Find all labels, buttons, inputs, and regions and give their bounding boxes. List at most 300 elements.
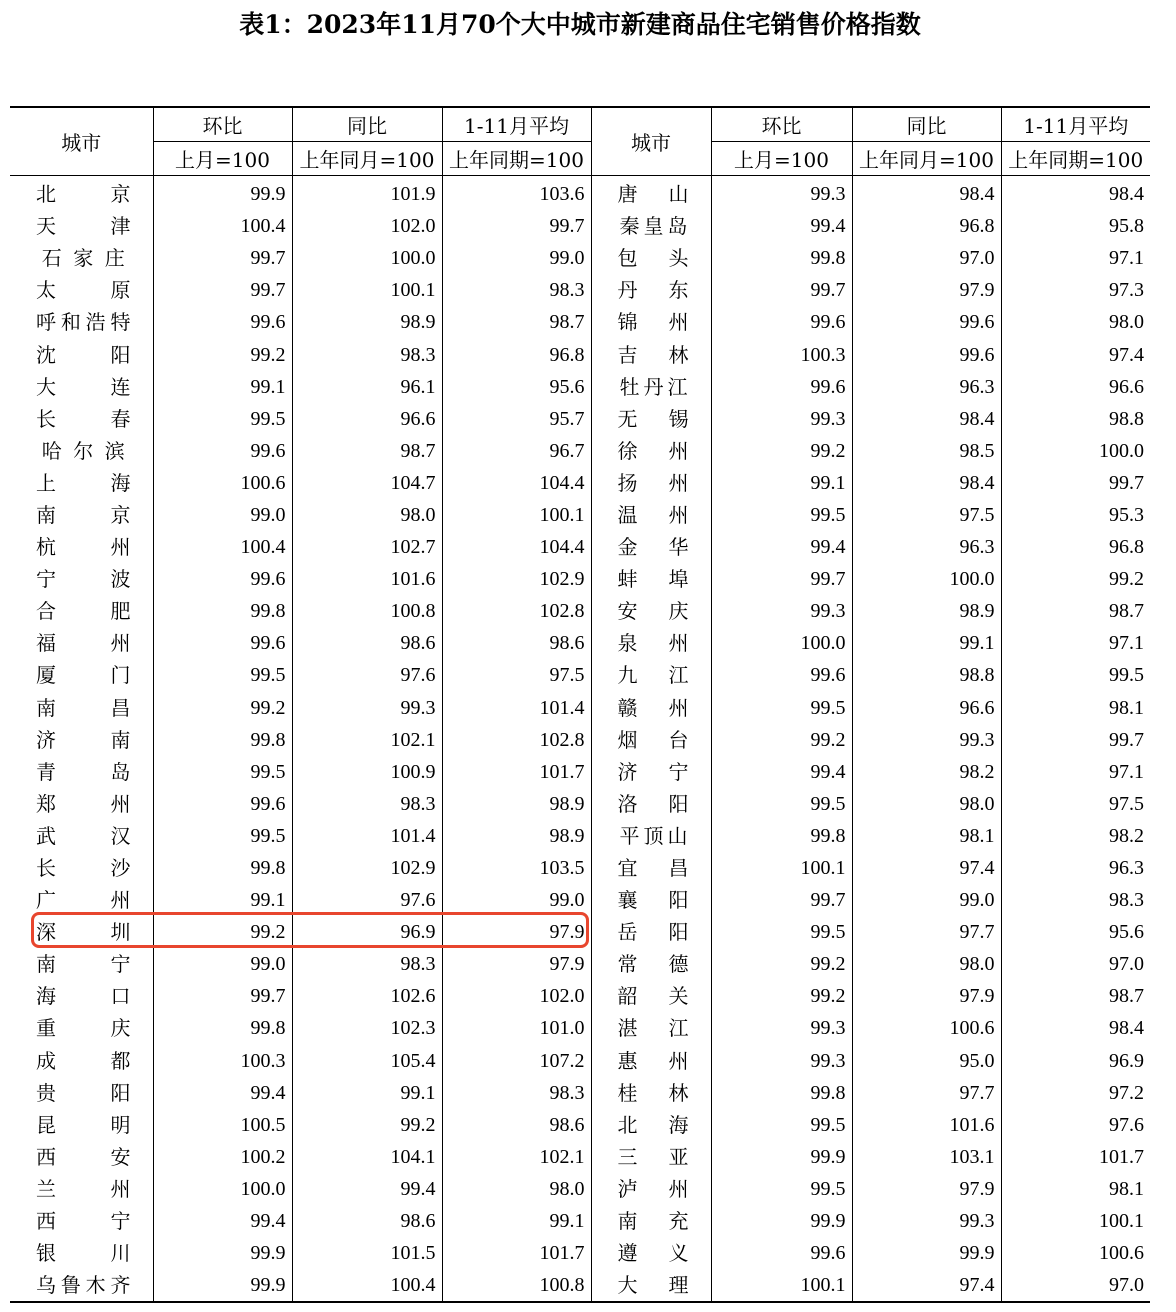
yoy-value-right: 99.1 [852, 627, 1001, 659]
table-row [10, 659, 1150, 691]
mom-value-left: 100.4 [153, 531, 292, 563]
mom-value-left: 99.5 [153, 403, 292, 435]
yoy-value-left: 101.4 [292, 820, 442, 852]
mom-value-left: 99.6 [153, 563, 292, 595]
city-label: 北 海 [617, 1112, 689, 1137]
avg-value-right: 97.6 [1001, 1109, 1150, 1141]
header-city-right: 城市 [591, 107, 711, 176]
yoy-value-left: 98.3 [292, 948, 442, 980]
mom-value-left: 100.5 [153, 1109, 292, 1141]
yoy-value-left: 101.6 [292, 563, 442, 595]
avg-value-left: 98.6 [442, 1109, 591, 1141]
mom-value-right: 99.5 [711, 692, 852, 724]
table-row [10, 210, 1150, 242]
city-label: 丹 东 [617, 278, 689, 303]
city-label: 上 海 [36, 470, 131, 495]
mom-value-right: 99.5 [711, 916, 852, 948]
avg-value-right: 97.0 [1001, 948, 1150, 980]
city-label: 常 德 [617, 952, 689, 977]
avg-value-left: 102.8 [442, 595, 591, 627]
table-row [10, 1109, 1150, 1141]
highlight-box [31, 912, 589, 948]
city-name-right [591, 1109, 711, 1141]
mom-value-left: 99.9 [153, 176, 292, 211]
avg-value-left: 98.3 [442, 274, 591, 306]
city-name-right [591, 1045, 711, 1077]
yoy-value-left: 102.1 [292, 724, 442, 756]
city-name-right [591, 1205, 711, 1237]
city-label: 深 圳 [36, 920, 131, 945]
city-name-right [591, 692, 711, 724]
avg-value-right: 98.7 [1001, 595, 1150, 627]
city-name-right [591, 852, 711, 884]
city-label: 惠 州 [617, 1048, 689, 1073]
table-row [10, 338, 1150, 370]
city-label: 兰 州 [36, 1176, 131, 1201]
avg-value-right: 98.2 [1001, 820, 1150, 852]
avg-value-right: 97.1 [1001, 756, 1150, 788]
yoy-value-right: 99.6 [852, 338, 1001, 370]
city-label: 唐 山 [617, 182, 689, 207]
mom-value-right: 100.1 [711, 852, 852, 884]
header-yoy-right: 同比 [852, 107, 1001, 142]
city-name-right [591, 176, 711, 211]
yoy-value-left: 98.9 [292, 306, 442, 338]
city-label: 三 亚 [617, 1144, 689, 1169]
mom-value-left: 99.7 [153, 274, 292, 306]
avg-value-left: 96.8 [442, 338, 591, 370]
city-label: 岳 阳 [617, 920, 689, 945]
avg-value-right: 100.1 [1001, 1205, 1150, 1237]
city-label: 徐 州 [617, 438, 689, 463]
city-label: 锦 州 [617, 310, 689, 335]
city-label: 哈 尔 滨 [41, 438, 125, 463]
mom-value-right: 99.6 [711, 1237, 852, 1269]
city-label: 济 南 [36, 727, 131, 752]
yoy-value-left: 101.5 [292, 1237, 442, 1269]
avg-value-right: 95.8 [1001, 210, 1150, 242]
city-name-right [591, 980, 711, 1012]
avg-value-right: 96.6 [1001, 371, 1150, 403]
yoy-value-left: 100.8 [292, 595, 442, 627]
city-name-right [591, 1141, 711, 1173]
mom-value-right: 99.2 [711, 980, 852, 1012]
yoy-value-left: 100.9 [292, 756, 442, 788]
table-header [10, 107, 1150, 176]
header-yoy-sub-right: 上年同月=100 [852, 142, 1001, 176]
mom-value-right: 99.8 [711, 242, 852, 274]
avg-value-right: 97.3 [1001, 274, 1150, 306]
avg-value-right: 98.7 [1001, 980, 1150, 1012]
yoy-value-left: 98.6 [292, 1205, 442, 1237]
yoy-value-right: 98.0 [852, 948, 1001, 980]
city-name-right [591, 595, 711, 627]
header-yoy-sub-left: 上年同月=100 [292, 142, 442, 176]
city-label: 湛 江 [617, 1016, 689, 1041]
city-name-left [10, 210, 153, 242]
city-label: 韶 关 [617, 984, 689, 1009]
avg-value-left: 101.0 [442, 1012, 591, 1044]
city-label: 南 宁 [36, 952, 131, 977]
city-label: 青 岛 [36, 759, 131, 784]
avg-value-right: 97.2 [1001, 1077, 1150, 1109]
city-label: 襄 阳 [617, 888, 689, 913]
avg-value-right: 100.0 [1001, 435, 1150, 467]
table-row [10, 724, 1150, 756]
city-label: 天 津 [36, 214, 131, 239]
city-name-left [10, 1237, 153, 1269]
city-name-left [10, 563, 153, 595]
city-name-right [591, 820, 711, 852]
mom-value-left: 99.6 [153, 627, 292, 659]
mom-value-left: 99.6 [153, 435, 292, 467]
yoy-value-right: 97.9 [852, 274, 1001, 306]
mom-value-right: 100.3 [711, 338, 852, 370]
mom-value-left: 99.4 [153, 1205, 292, 1237]
city-label: 昆 明 [36, 1112, 131, 1137]
table-row [10, 1205, 1150, 1237]
city-name-right [591, 627, 711, 659]
city-name-left [10, 820, 153, 852]
avg-value-left: 97.9 [442, 948, 591, 980]
header-mom-sub-right: 上月=100 [711, 142, 852, 176]
city-label: 秦 皇 岛 [619, 214, 688, 239]
city-name-left [10, 306, 153, 338]
mom-value-left: 99.6 [153, 788, 292, 820]
avg-value-left: 98.3 [442, 1077, 591, 1109]
table-row [10, 1237, 1150, 1269]
yoy-value-right: 98.2 [852, 756, 1001, 788]
avg-value-right: 98.0 [1001, 306, 1150, 338]
city-name-left [10, 948, 153, 980]
yoy-value-right: 100.6 [852, 1012, 1001, 1044]
mom-value-right: 99.5 [711, 1109, 852, 1141]
yoy-value-left: 100.1 [292, 274, 442, 306]
city-label: 蚌 埠 [617, 567, 689, 592]
avg-value-left: 102.1 [442, 1141, 591, 1173]
mom-value-right: 99.2 [711, 435, 852, 467]
city-label: 烟 台 [617, 727, 689, 752]
city-label: 包 头 [617, 246, 689, 271]
yoy-value-left: 98.7 [292, 435, 442, 467]
city-label: 南 充 [617, 1209, 689, 1234]
city-label: 杭 州 [36, 535, 131, 560]
city-label: 温 州 [617, 502, 689, 527]
city-label: 九 江 [617, 663, 689, 688]
table-row [10, 1173, 1150, 1205]
city-label: 福 州 [36, 631, 131, 656]
yoy-value-right: 98.8 [852, 659, 1001, 691]
mom-value-left: 99.0 [153, 499, 292, 531]
avg-value-left: 101.7 [442, 756, 591, 788]
yoy-value-right: 103.1 [852, 1141, 1001, 1173]
avg-value-right: 96.8 [1001, 531, 1150, 563]
city-name-left [10, 788, 153, 820]
avg-value-left: 97.9 [442, 916, 591, 948]
city-label: 南 昌 [36, 695, 131, 720]
avg-value-right: 97.5 [1001, 788, 1150, 820]
city-name-left [10, 1077, 153, 1109]
yoy-value-right: 99.3 [852, 1205, 1001, 1237]
city-label: 桂 林 [617, 1080, 689, 1105]
yoy-value-right: 100.0 [852, 563, 1001, 595]
city-name-right [591, 531, 711, 563]
yoy-value-right: 95.0 [852, 1045, 1001, 1077]
table-row [10, 435, 1150, 467]
mom-value-left: 99.0 [153, 948, 292, 980]
mom-value-right: 99.2 [711, 724, 852, 756]
yoy-value-right: 97.4 [852, 852, 1001, 884]
mom-value-right: 100.0 [711, 627, 852, 659]
city-label: 金 华 [617, 535, 689, 560]
yoy-value-left: 96.1 [292, 371, 442, 403]
yoy-value-right: 99.6 [852, 306, 1001, 338]
city-name-left [10, 274, 153, 306]
yoy-value-left: 97.6 [292, 659, 442, 691]
city-name-left [10, 1109, 153, 1141]
city-name-right [591, 884, 711, 916]
city-name-left [10, 242, 153, 274]
city-label: 沈 阳 [36, 342, 131, 367]
avg-value-left: 99.0 [442, 242, 591, 274]
avg-value-right: 99.2 [1001, 563, 1150, 595]
city-label: 吉 林 [617, 342, 689, 367]
yoy-value-left: 100.0 [292, 242, 442, 274]
yoy-value-right: 98.4 [852, 467, 1001, 499]
city-name-right [591, 916, 711, 948]
table-row [10, 595, 1150, 627]
avg-value-left: 102.8 [442, 724, 591, 756]
city-name-right [591, 659, 711, 691]
yoy-value-left: 102.6 [292, 980, 442, 1012]
yoy-value-left: 99.2 [292, 1109, 442, 1141]
yoy-value-left: 104.1 [292, 1141, 442, 1173]
table-row [10, 852, 1150, 884]
city-name-left [10, 531, 153, 563]
mom-value-right: 99.1 [711, 467, 852, 499]
mom-value-left: 99.9 [153, 1237, 292, 1269]
city-name-left [10, 467, 153, 499]
mom-value-left: 99.1 [153, 371, 292, 403]
avg-value-left: 97.5 [442, 659, 591, 691]
city-label: 石 家 庄 [41, 246, 125, 271]
city-label: 广 州 [36, 888, 131, 913]
city-name-right [591, 1012, 711, 1044]
city-label: 北 京 [36, 182, 131, 207]
city-name-left [10, 1012, 153, 1044]
mom-value-right: 99.3 [711, 1012, 852, 1044]
yoy-value-left: 102.9 [292, 852, 442, 884]
mom-value-right: 99.9 [711, 1205, 852, 1237]
avg-value-left: 99.0 [442, 884, 591, 916]
city-name-left [10, 595, 153, 627]
avg-value-right: 95.3 [1001, 499, 1150, 531]
avg-value-right: 96.9 [1001, 1045, 1150, 1077]
mom-value-right: 99.5 [711, 1173, 852, 1205]
mom-value-right: 99.2 [711, 948, 852, 980]
mom-value-right: 99.3 [711, 176, 852, 211]
avg-value-left: 102.0 [442, 980, 591, 1012]
table-row [10, 692, 1150, 724]
mom-value-left: 99.7 [153, 242, 292, 274]
mom-value-left: 99.5 [153, 820, 292, 852]
mom-value-right: 99.4 [711, 210, 852, 242]
mom-value-right: 99.6 [711, 306, 852, 338]
header-avg-sub-right: 上年同期=100 [1001, 142, 1150, 176]
city-label: 济 宁 [617, 759, 689, 784]
yoy-value-right: 98.9 [852, 595, 1001, 627]
yoy-value-left: 105.4 [292, 1045, 442, 1077]
table-row [10, 1269, 1150, 1302]
table-row [10, 403, 1150, 435]
mom-value-right: 99.7 [711, 884, 852, 916]
city-label: 呼 和 浩 特 [36, 310, 131, 335]
city-label: 长 沙 [36, 856, 131, 881]
table-row [10, 499, 1150, 531]
mom-value-right: 99.4 [711, 756, 852, 788]
avg-value-left: 95.6 [442, 371, 591, 403]
mom-value-right: 99.4 [711, 531, 852, 563]
yoy-value-right: 97.5 [852, 499, 1001, 531]
avg-value-left: 102.9 [442, 563, 591, 595]
city-label: 宜 昌 [617, 856, 689, 881]
yoy-value-left: 98.3 [292, 788, 442, 820]
city-label: 西 安 [36, 1144, 131, 1169]
city-name-right [591, 563, 711, 595]
city-name-right [591, 210, 711, 242]
city-name-right [591, 1237, 711, 1269]
yoy-value-left: 97.6 [292, 884, 442, 916]
city-label: 西 宁 [36, 1209, 131, 1234]
city-label: 银 川 [36, 1241, 131, 1266]
mom-value-left: 99.5 [153, 659, 292, 691]
yoy-value-left: 100.4 [292, 1269, 442, 1302]
city-name-left [10, 1141, 153, 1173]
city-name-left [10, 980, 153, 1012]
avg-value-left: 99.7 [442, 210, 591, 242]
yoy-value-left: 102.3 [292, 1012, 442, 1044]
yoy-value-left: 99.1 [292, 1077, 442, 1109]
city-label: 无 锡 [617, 406, 689, 431]
avg-value-right: 100.6 [1001, 1237, 1150, 1269]
city-label: 郑 州 [36, 791, 131, 816]
avg-value-right: 97.1 [1001, 242, 1150, 274]
avg-value-right: 98.1 [1001, 692, 1150, 724]
yoy-value-right: 97.0 [852, 242, 1001, 274]
mom-value-right: 99.7 [711, 274, 852, 306]
yoy-value-left: 96.6 [292, 403, 442, 435]
city-label: 泸 州 [617, 1176, 689, 1201]
avg-value-left: 100.1 [442, 499, 591, 531]
table-row [10, 176, 1150, 211]
avg-value-right: 95.6 [1001, 916, 1150, 948]
city-label: 安 庆 [617, 599, 689, 624]
city-name-left [10, 724, 153, 756]
city-name-right [591, 948, 711, 980]
city-label: 宁 波 [36, 567, 131, 592]
mom-value-left: 99.2 [153, 916, 292, 948]
avg-value-left: 98.6 [442, 627, 591, 659]
city-name-right [591, 1269, 711, 1302]
yoy-value-left: 101.9 [292, 176, 442, 211]
table-row [10, 756, 1150, 788]
table-row [10, 1012, 1150, 1044]
avg-value-left: 107.2 [442, 1045, 591, 1077]
city-label: 长 春 [36, 406, 131, 431]
avg-value-left: 101.7 [442, 1237, 591, 1269]
mom-value-left: 99.8 [153, 1012, 292, 1044]
avg-value-left: 98.9 [442, 788, 591, 820]
avg-value-right: 98.4 [1001, 1012, 1150, 1044]
city-name-right [591, 724, 711, 756]
city-name-right [591, 435, 711, 467]
mom-value-left: 99.8 [153, 724, 292, 756]
header-mom-left: 环比 [153, 107, 292, 142]
header-avg-right: 1-11月平均 [1001, 107, 1150, 142]
avg-value-right: 98.3 [1001, 884, 1150, 916]
city-name-left [10, 1205, 153, 1237]
avg-value-left: 100.8 [442, 1269, 591, 1302]
city-name-right [591, 242, 711, 274]
mom-value-right: 99.5 [711, 788, 852, 820]
table-row [10, 371, 1150, 403]
yoy-value-right: 97.7 [852, 916, 1001, 948]
mom-value-right: 100.1 [711, 1269, 852, 1302]
city-name-right [591, 403, 711, 435]
city-label: 太 原 [36, 278, 131, 303]
mom-value-left: 99.7 [153, 980, 292, 1012]
yoy-value-left: 98.3 [292, 338, 442, 370]
avg-value-right: 98.8 [1001, 403, 1150, 435]
city-name-right [591, 467, 711, 499]
mom-value-right: 99.6 [711, 659, 852, 691]
mom-value-left: 100.4 [153, 210, 292, 242]
city-name-right [591, 499, 711, 531]
mom-value-right: 99.8 [711, 1077, 852, 1109]
mom-value-left: 100.0 [153, 1173, 292, 1205]
header-city-left: 城市 [10, 107, 153, 176]
city-name-right [591, 1077, 711, 1109]
mom-value-right: 99.5 [711, 499, 852, 531]
city-name-left [10, 627, 153, 659]
header-mom-right: 环比 [711, 107, 852, 142]
city-name-right [591, 306, 711, 338]
yoy-value-right: 97.4 [852, 1269, 1001, 1302]
avg-value-right: 98.4 [1001, 176, 1150, 211]
yoy-value-right: 99.3 [852, 724, 1001, 756]
yoy-value-right: 96.6 [852, 692, 1001, 724]
city-name-left [10, 176, 153, 211]
city-name-right [591, 338, 711, 370]
yoy-value-right: 97.9 [852, 980, 1001, 1012]
city-label: 贵 阳 [36, 1080, 131, 1105]
city-name-left [10, 1173, 153, 1205]
city-name-right [591, 788, 711, 820]
city-label: 乌 鲁 木 齐 [36, 1273, 131, 1298]
yoy-value-right: 99.9 [852, 1237, 1001, 1269]
yoy-value-right: 99.0 [852, 884, 1001, 916]
city-label: 扬 州 [617, 470, 689, 495]
table-body [10, 176, 1150, 1303]
yoy-value-right: 96.3 [852, 531, 1001, 563]
table-row [10, 531, 1150, 563]
yoy-value-right: 98.4 [852, 403, 1001, 435]
city-name-right [591, 1173, 711, 1205]
table-row [10, 563, 1150, 595]
avg-value-right: 97.0 [1001, 1269, 1150, 1302]
mom-value-left: 100.3 [153, 1045, 292, 1077]
city-label: 厦 门 [36, 663, 131, 688]
